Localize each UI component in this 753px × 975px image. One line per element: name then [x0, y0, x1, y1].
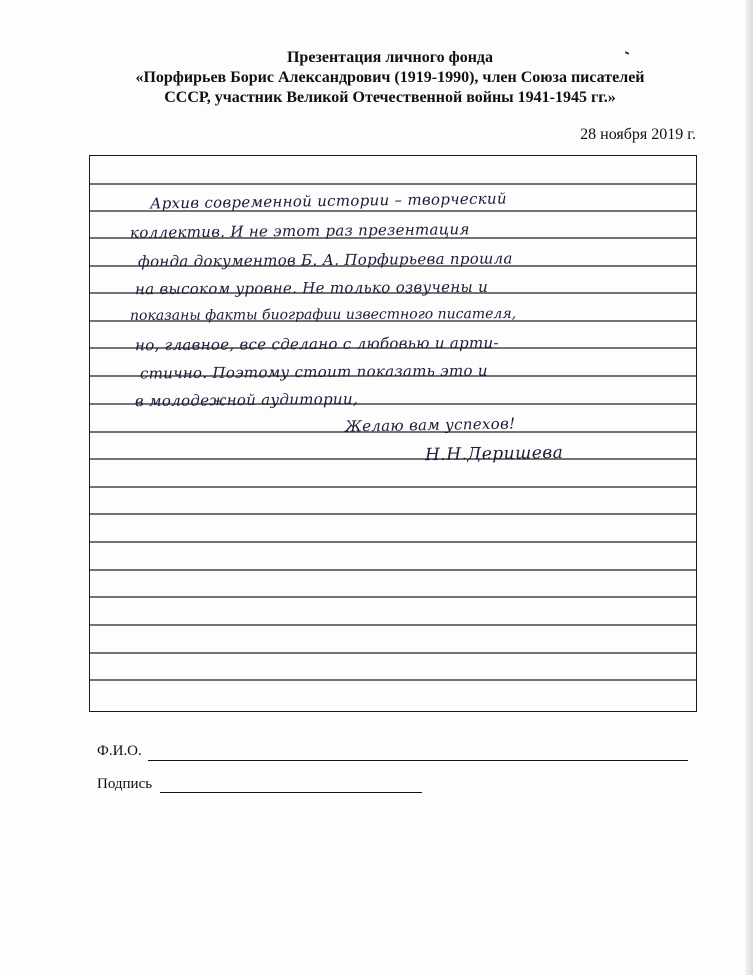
handwritten-signature: Н.Н.Деришева — [424, 442, 564, 466]
handwritten-line-8: в молодежной аудитории, — [134, 389, 359, 411]
scan-edge-shadow — [745, 0, 753, 975]
document-header — [40, 48, 740, 108]
header-title: Презентация личного фонда — [286, 49, 494, 66]
fio-label: Ф.И.О. — [97, 743, 142, 759]
handwritten-line-9: Желаю вам успехов! — [344, 414, 516, 436]
signature-field-line — [160, 792, 422, 793]
handwritten-line-5: показаны факты биографии известного писателя, — [129, 305, 517, 325]
handwritten-line-6: но, главное, все сделано с любовью и арти- — [134, 333, 499, 355]
handwritten-line-7: стично. Поэтому стоит показать это и — [139, 361, 488, 383]
document-date: 28 ноября 2019 г. — [580, 126, 696, 143]
fio-field-line — [148, 760, 688, 761]
header-subtitle-line-1: «Порфирьев Борис Александрович (1919-1990), член Союза писателей — [135, 69, 645, 86]
handwritten-line-1: Архив современной истории – творческий — [149, 189, 508, 213]
lined-comment-box — [89, 155, 697, 712]
handwritten-line-4: на высоком уровне. Не только озвучены и — [134, 277, 489, 299]
handwritten-line-3: фонда документов Б. А. Порфирьева прошла — [137, 249, 513, 271]
header-subtitle-line-2: СССР, участник Великой Отечественной войны 1941-1945 гг.» — [164, 89, 616, 106]
handwritten-line-2: коллектив. И не этот раз презентация — [129, 220, 470, 242]
signature-label: Подпись — [97, 776, 153, 792]
